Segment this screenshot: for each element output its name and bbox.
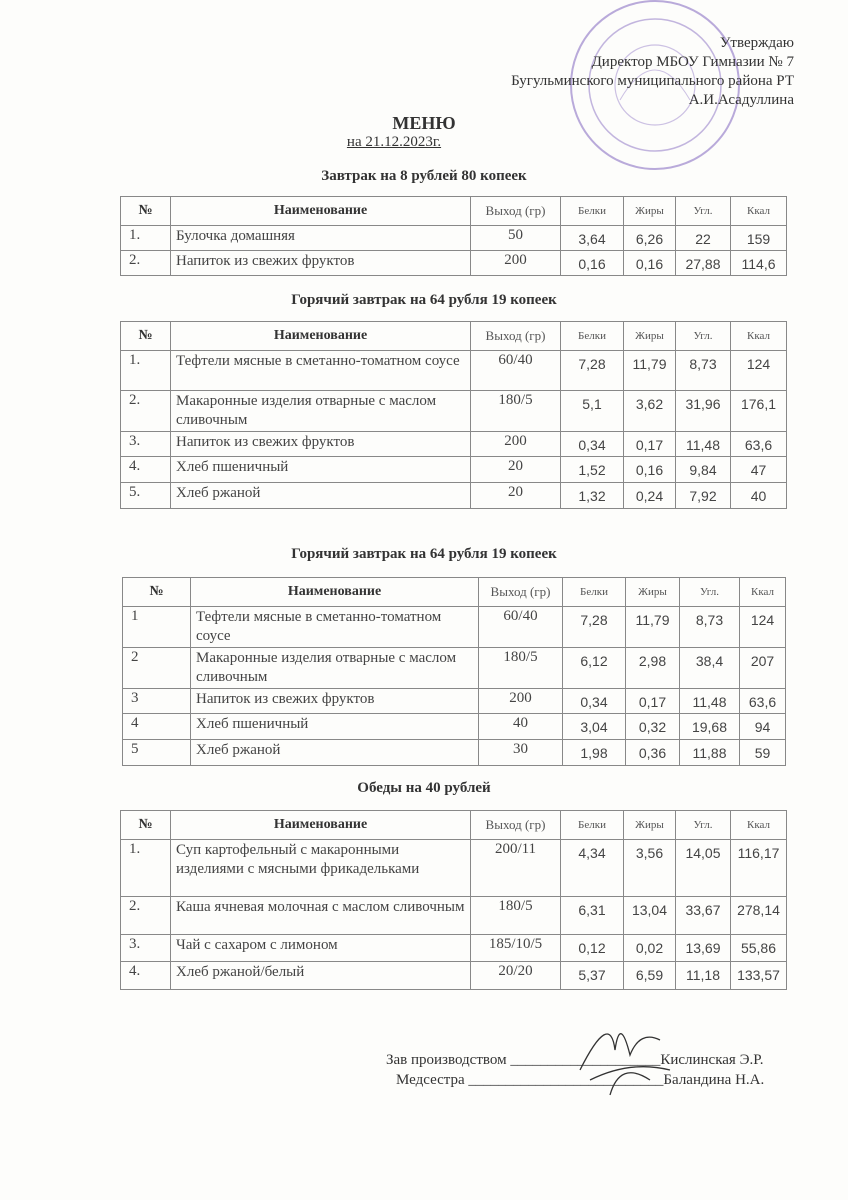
column-header: Ккал: [731, 322, 787, 351]
row-number: 4.: [121, 962, 171, 990]
fat: 3,56: [624, 840, 676, 897]
kcal: 47: [731, 457, 787, 483]
column-header: №: [121, 322, 171, 351]
kcal: 55,86: [731, 935, 787, 962]
table-row: [121, 391, 787, 432]
portion: 200: [471, 251, 561, 276]
protein: 0,16: [561, 251, 624, 276]
carbs: 19,68: [680, 714, 740, 740]
table-row: [123, 689, 786, 714]
carbs: 22: [676, 226, 731, 251]
column-header: Угл.: [676, 197, 731, 226]
row-number: 1.: [121, 840, 171, 897]
column-header: Жиры: [626, 578, 680, 607]
signature-name: Баландина Н.А.: [663, 1072, 765, 1088]
column-header: Наименование: [171, 811, 471, 840]
dish-name: Хлеб ржаной/белый: [171, 962, 471, 990]
portion: 20: [471, 483, 561, 509]
column-header: Выход (гр): [471, 322, 561, 351]
dish-name: Хлеб пшеничный: [171, 457, 471, 483]
row-number: 3: [123, 689, 191, 714]
table-row: [123, 648, 786, 689]
table-header: [121, 322, 787, 351]
protein: 6,12: [563, 648, 626, 689]
table-row: [121, 432, 787, 457]
protein: 3,64: [561, 226, 624, 251]
protein: 7,28: [563, 607, 626, 648]
column-header: Угл.: [680, 578, 740, 607]
signature-role: Зав производством: [386, 1052, 507, 1068]
row-number: 5.: [121, 483, 171, 509]
portion: 60/40: [471, 351, 561, 391]
column-header: Выход (гр): [479, 578, 563, 607]
dish-name: Хлеб ржаной: [191, 740, 479, 766]
column-header: Ккал: [740, 578, 786, 607]
row-number: 2: [123, 648, 191, 689]
menu-table: [120, 196, 787, 276]
table-row: [123, 607, 786, 648]
carbs: 33,67: [676, 897, 731, 935]
page-title: МЕНЮ: [392, 113, 456, 133]
fat: 3,62: [624, 391, 676, 432]
fat: 0,17: [624, 432, 676, 457]
kcal: 63,6: [740, 689, 786, 714]
carbs: 11,48: [676, 432, 731, 457]
carbs: 8,73: [680, 607, 740, 648]
signature-line: __________________________: [468, 1072, 664, 1088]
carbs: 11,88: [680, 740, 740, 766]
kcal: 124: [740, 607, 786, 648]
kcal: 124: [731, 351, 787, 391]
portion: 40: [479, 714, 563, 740]
table-row: [121, 840, 787, 897]
row-number: 3.: [121, 432, 171, 457]
approval-district: Бугульминского муниципального района РТ: [511, 73, 794, 89]
column-header: Выход (гр): [471, 811, 561, 840]
column-header: Ккал: [731, 197, 787, 226]
table-row: [121, 251, 787, 276]
kcal: 59: [740, 740, 786, 766]
table-row: [123, 740, 786, 766]
approval-block: [511, 34, 794, 110]
carbs: 8,73: [676, 351, 731, 391]
kcal: 133,57: [731, 962, 787, 990]
dish-name: Чай с сахаром с лимоном: [171, 935, 471, 962]
dish-name: Булочка домашняя: [171, 226, 471, 251]
kcal: 278,14: [731, 897, 787, 935]
portion: 60/40: [479, 607, 563, 648]
carbs: 38,4: [680, 648, 740, 689]
portion: 200: [479, 689, 563, 714]
column-header: Белки: [561, 811, 624, 840]
menu-date: на 21.12.2023г.: [346, 134, 442, 150]
kcal: 176,1: [731, 391, 787, 432]
kcal: 94: [740, 714, 786, 740]
table-header: [123, 578, 786, 607]
dish-name: Макаронные изделия отварные с маслом сливочным: [171, 391, 471, 432]
section-title: Обеды на 40 рублей: [357, 780, 491, 796]
portion: 200/11: [471, 840, 561, 897]
carbs: 13,69: [676, 935, 731, 962]
signature-line: ____________________: [510, 1052, 661, 1068]
carbs: 11,18: [676, 962, 731, 990]
portion: 185/10/5: [471, 935, 561, 962]
kcal: 114,6: [731, 251, 787, 276]
portion: 200: [471, 432, 561, 457]
column-header: Жиры: [624, 322, 676, 351]
portion: 20: [471, 457, 561, 483]
kcal: 159: [731, 226, 787, 251]
protein: 7,28: [561, 351, 624, 391]
dish-name: Суп картофельный с макаронными изделиями с мясными фрикадельками: [171, 840, 471, 897]
table-row: [121, 897, 787, 935]
row-number: 1: [123, 607, 191, 648]
column-header: №: [121, 197, 171, 226]
portion: 180/5: [479, 648, 563, 689]
dish-name: Напиток из свежих фруктов: [171, 251, 471, 276]
carbs: 31,96: [676, 391, 731, 432]
protein: 4,34: [561, 840, 624, 897]
fat: 0,16: [624, 457, 676, 483]
section-title: Горячий завтрак на 64 рубля 19 копеек: [291, 292, 557, 308]
column-header: Угл.: [676, 322, 731, 351]
fat: 0,32: [626, 714, 680, 740]
approval-position: Директор МБОУ Гимназии № 7: [591, 54, 794, 70]
column-header: Наименование: [171, 322, 471, 351]
table-row: [121, 483, 787, 509]
row-number: 4: [123, 714, 191, 740]
dish-name: Каша ячневая молочная с маслом сливочным: [171, 897, 471, 935]
kcal: 207: [740, 648, 786, 689]
fat: 6,26: [624, 226, 676, 251]
carbs: 9,84: [676, 457, 731, 483]
section-title: Горячий завтрак на 64 рубля 19 копеек: [291, 546, 557, 562]
column-header: Белки: [563, 578, 626, 607]
fat: 0,17: [626, 689, 680, 714]
table-row: [121, 962, 787, 990]
dish-name: Хлеб пшеничный: [191, 714, 479, 740]
table-row: [123, 714, 786, 740]
column-header: Наименование: [171, 197, 471, 226]
carbs: 27,88: [676, 251, 731, 276]
table-row: [121, 935, 787, 962]
dish-name: Хлеб ржаной: [171, 483, 471, 509]
table-row: [121, 351, 787, 391]
fat: 0,02: [624, 935, 676, 962]
kcal: 116,17: [731, 840, 787, 897]
table-row: [121, 457, 787, 483]
fat: 0,24: [624, 483, 676, 509]
portion: 30: [479, 740, 563, 766]
signature-row-1: [386, 1050, 763, 1070]
approval-name: А.И.Асадуллина: [688, 92, 794, 108]
row-number: 2.: [121, 251, 171, 276]
fat: 2,98: [626, 648, 680, 689]
protein: 0,34: [561, 432, 624, 457]
table-header: [121, 197, 787, 226]
row-number: 1.: [121, 226, 171, 251]
protein: 6,31: [561, 897, 624, 935]
protein: 1,52: [561, 457, 624, 483]
dish-name: Напиток из свежих фруктов: [171, 432, 471, 457]
row-number: 4.: [121, 457, 171, 483]
row-number: 5: [123, 740, 191, 766]
row-number: 2.: [121, 897, 171, 935]
dish-name: Напиток из свежих фруктов: [191, 689, 479, 714]
fat: 0,36: [626, 740, 680, 766]
portion: 20/20: [471, 962, 561, 990]
menu-table: [122, 577, 786, 766]
protein: 0,34: [563, 689, 626, 714]
row-number: 3.: [121, 935, 171, 962]
column-header: Белки: [561, 322, 624, 351]
row-number: 1.: [121, 351, 171, 391]
approval-label: Утверждаю: [719, 35, 794, 51]
row-number: 2.: [121, 391, 171, 432]
dish-name: Тефтели мясные в сметанно-томатном соусе: [191, 607, 479, 648]
menu-table: [120, 810, 787, 990]
protein: 5,1: [561, 391, 624, 432]
carbs: 7,92: [676, 483, 731, 509]
protein: 5,37: [561, 962, 624, 990]
column-header: №: [121, 811, 171, 840]
menu-table: [120, 321, 787, 509]
fat: 0,16: [624, 251, 676, 276]
dish-name: Макаронные изделия отварные с маслом сливочным: [191, 648, 479, 689]
fat: 11,79: [626, 607, 680, 648]
column-header: Белки: [561, 197, 624, 226]
kcal: 63,6: [731, 432, 787, 457]
protein: 1,32: [561, 483, 624, 509]
table-header: [121, 811, 787, 840]
table-row: [121, 226, 787, 251]
kcal: 40: [731, 483, 787, 509]
column-header: Наименование: [191, 578, 479, 607]
fat: 6,59: [624, 962, 676, 990]
protein: 0,12: [561, 935, 624, 962]
portion: 180/5: [471, 897, 561, 935]
protein: 3,04: [563, 714, 626, 740]
portion: 180/5: [471, 391, 561, 432]
fat: 13,04: [624, 897, 676, 935]
column-header: Жиры: [624, 197, 676, 226]
portion: 50: [471, 226, 561, 251]
carbs: 14,05: [676, 840, 731, 897]
signature-role: Медсестра: [396, 1072, 465, 1088]
column-header: Жиры: [624, 811, 676, 840]
section-title: Завтрак на 8 рублей 80 копеек: [321, 168, 527, 184]
column-header: Ккал: [731, 811, 787, 840]
protein: 1,98: [563, 740, 626, 766]
fat: 11,79: [624, 351, 676, 391]
column-header: №: [123, 578, 191, 607]
signature-row-2: [396, 1070, 764, 1090]
dish-name: Тефтели мясные в сметанно-томатном соусе: [171, 351, 471, 391]
column-header: Угл.: [676, 811, 731, 840]
column-header: Выход (гр): [471, 197, 561, 226]
carbs: 11,48: [680, 689, 740, 714]
signature-name: Кислинская Э.Р.: [660, 1052, 764, 1068]
